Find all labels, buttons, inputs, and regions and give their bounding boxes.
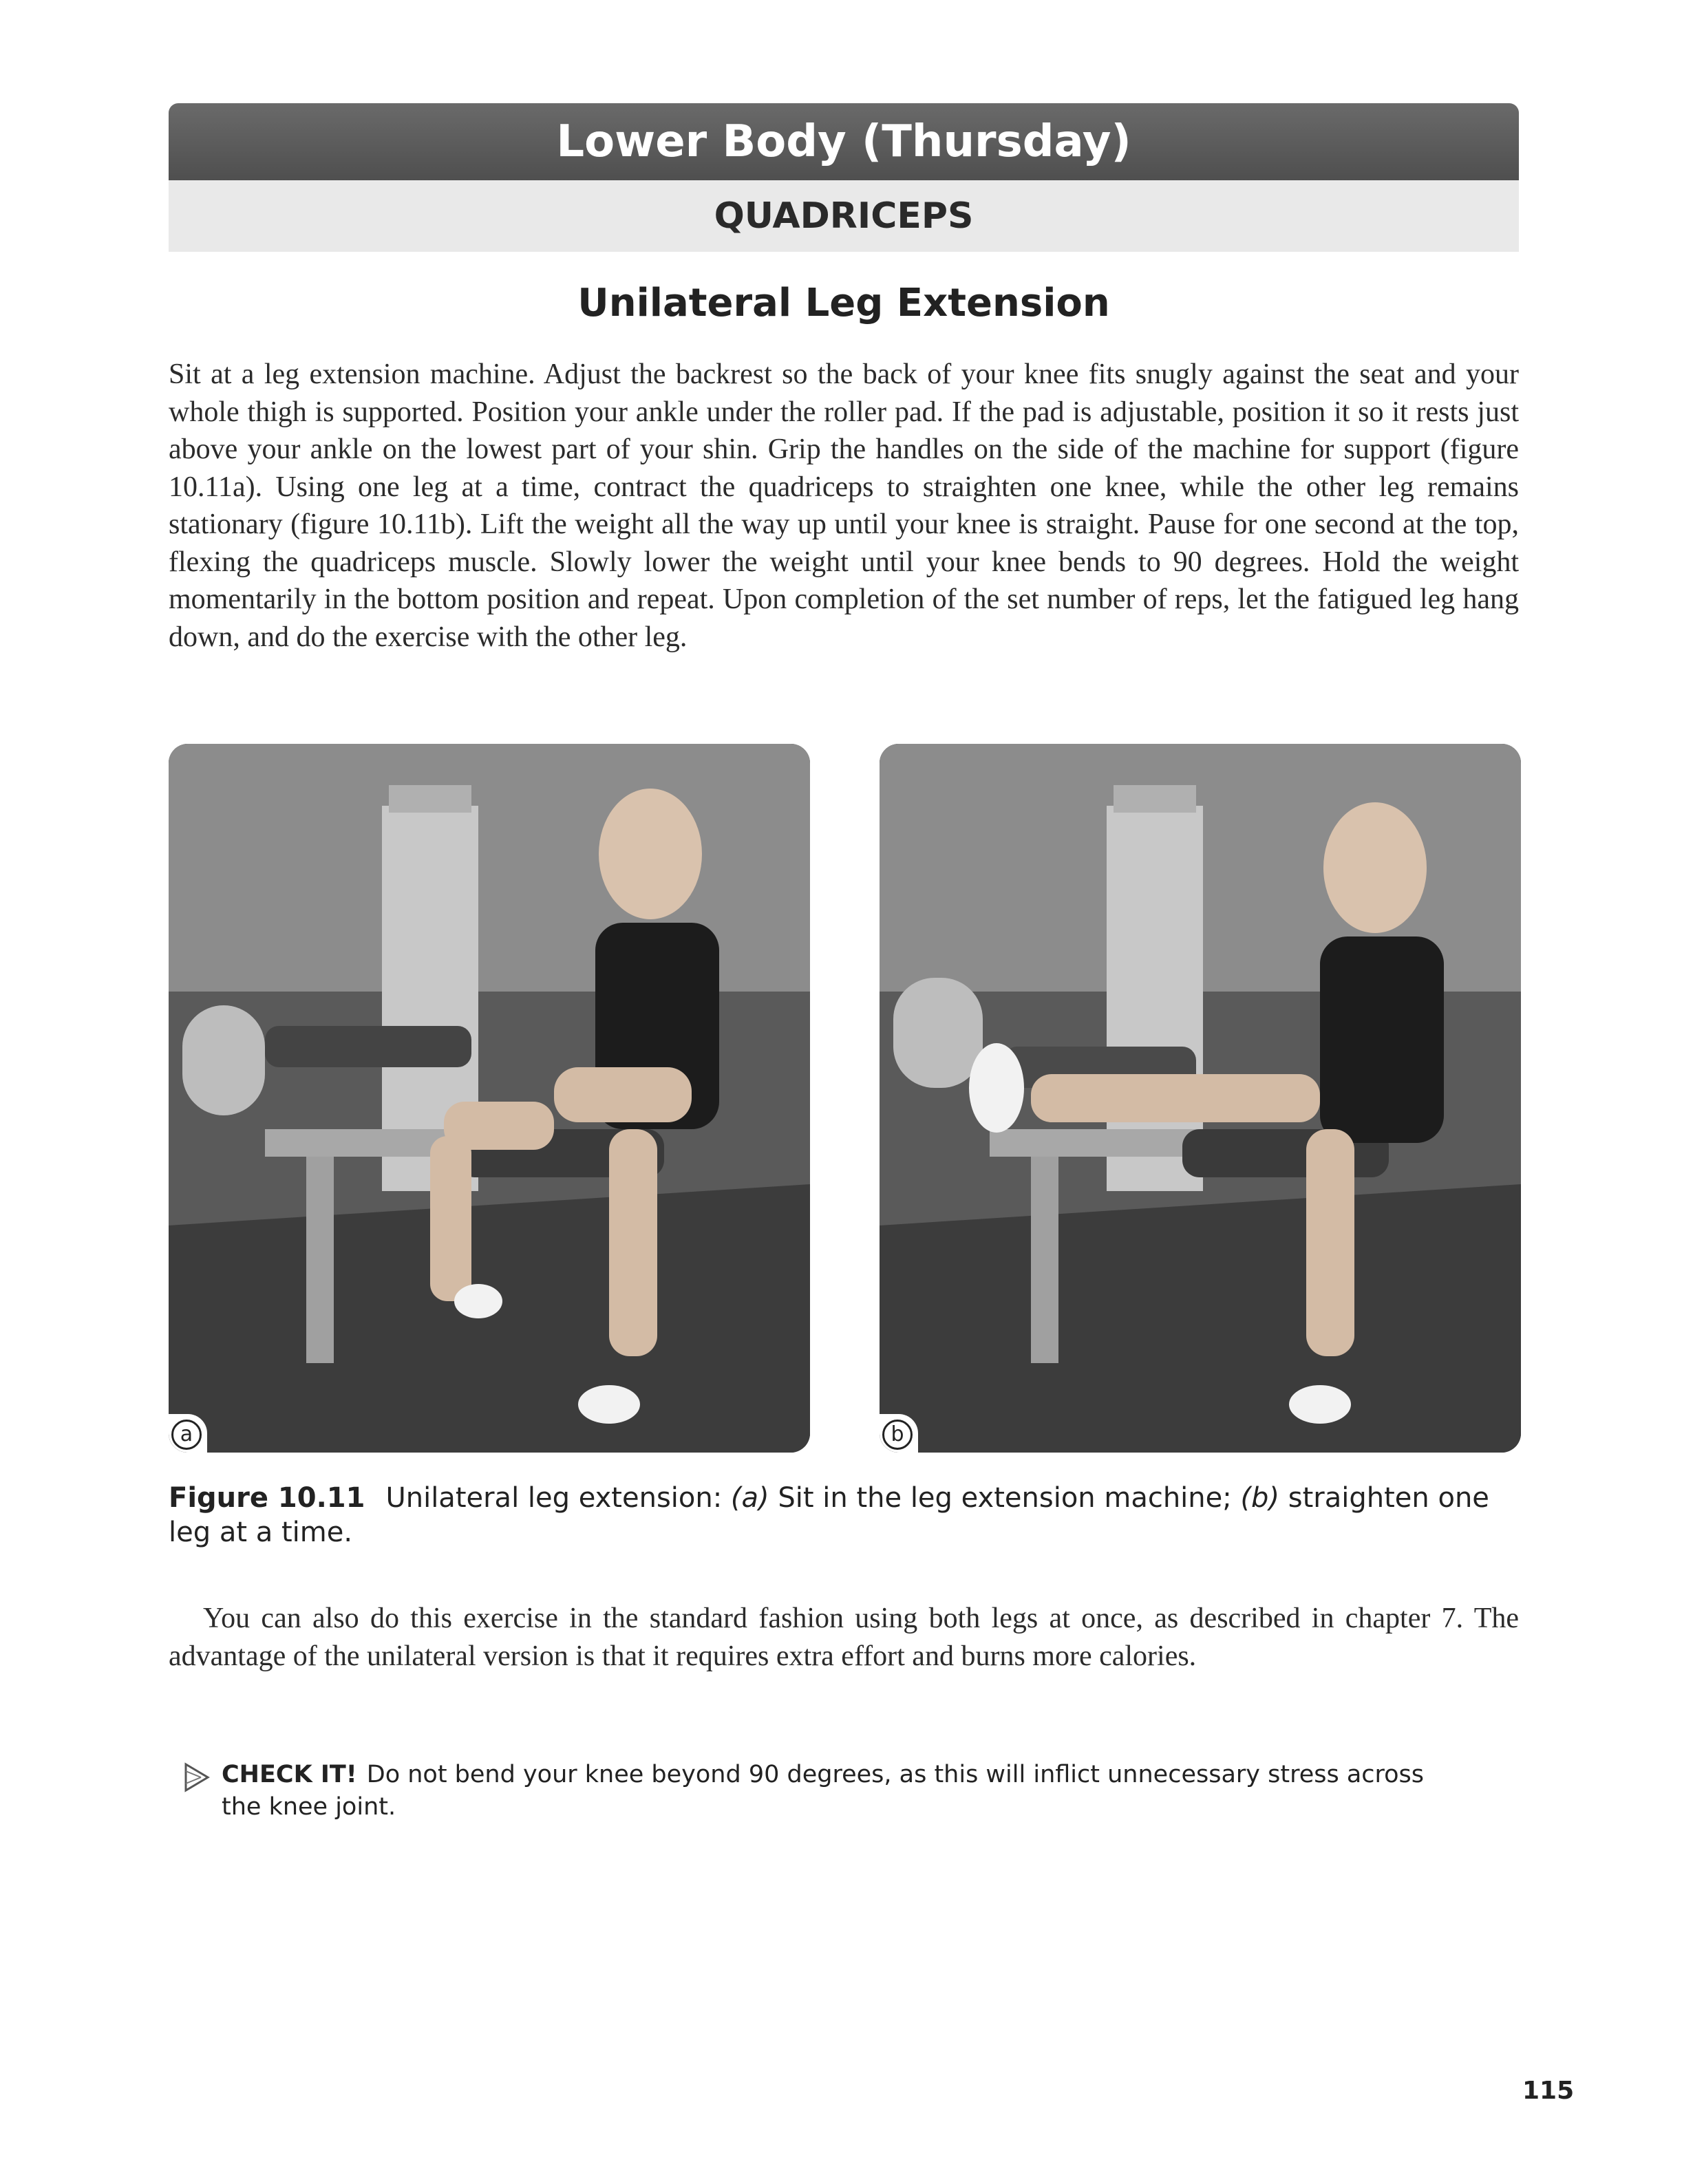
muscle-group-title: QUADRICEPS (714, 195, 974, 237)
section-header-bar (169, 103, 1519, 180)
photo-b-illustration (880, 744, 1521, 1453)
section-title: Lower Body (Thursday) (556, 116, 1131, 167)
additional-paragraph: You can also do this exercise in the standard fashion using both legs at once, as described in chapter 7. The advantage of the unilateral version is that it requires extra effort and burns more calories. (169, 1603, 1519, 1672)
section-subheader (169, 180, 1519, 252)
instructions-paragraph: Sit at a leg extension machine. Adjust the backrest so the back of your knee fits snugly against the seat and your whole thigh is supported. Position your ankle under the roller pad. If the pad is adjustable, position it so it rests just above your ankle on the lowest part of your shin. Grip the handles on the side of the machine for support (figure 10.11a). Using one leg at a time, contract the quadriceps to straighten one knee, while the other leg remains stationary (figure 10.11b). Lift the weight all the way up until your knee is straight. Pause for one second at the top, flexing the quadriceps muscle. Slowly lower the weight until your knee bends to 90 degrees. Hold the weight momentarily in the bottom position and repeat. Upon completion of the set number of reps, let the fatigued leg hang down, and do the exercise with the other leg. (169, 358, 1519, 653)
arrow-pointer-icon (183, 1762, 211, 1793)
photo-a-label-badge (169, 1414, 207, 1453)
check-it-label: CHECK IT! (222, 1761, 357, 1788)
check-it-note (183, 1759, 1456, 1823)
caption-a-marker: (a) (730, 1482, 769, 1514)
figure-number: Figure 10.11 (169, 1482, 365, 1514)
caption-b-text: straighten one leg at a time. (169, 1482, 1489, 1548)
figure-photo-b (880, 744, 1521, 1453)
photo-b-label-badge (880, 1414, 918, 1453)
page-number: 115 (1522, 2077, 1575, 2105)
photo-a-label: a (171, 1420, 202, 1450)
photo-a-illustration (169, 744, 810, 1453)
figure-photo-a (169, 744, 810, 1453)
check-it-text: Do not bend your knee beyond 90 degrees, as this will inflict unnecessary stress across the knee joint. (222, 1761, 1425, 1821)
figure-caption (169, 1481, 1519, 1550)
exercise-title: Unilateral Leg Extension (577, 281, 1110, 325)
caption-b-marker: (b) (1240, 1482, 1280, 1514)
caption-lead: Unilateral leg extension: (385, 1482, 731, 1514)
caption-a-text: Sit in the leg extension machine; (769, 1482, 1241, 1514)
photo-b-label: b (882, 1420, 913, 1450)
